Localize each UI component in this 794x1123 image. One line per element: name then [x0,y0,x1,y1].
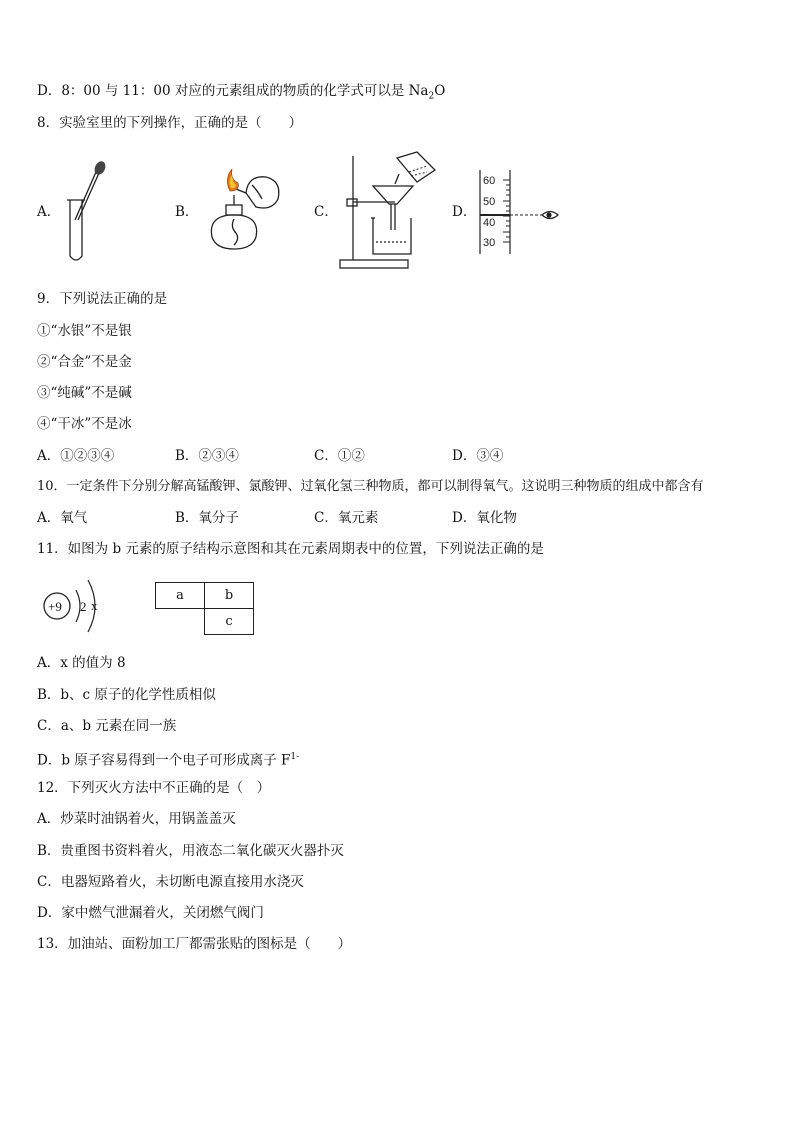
dropper-test-tube-figure [62,158,112,266]
q9-statement-3: ③“纯碱”不是碱 [37,385,132,401]
cell-empty [156,609,205,635]
q12-option-d: D．家中燃气泄漏着火，关闭燃气阀门 [37,905,264,921]
q11-option-d [37,748,299,770]
periodic-table-fragment [155,582,254,635]
q11-option-d-charge: 1- [290,752,300,762]
q11-stem: 11．如图为 b 元素的原子结构示意图和其在元素周期表中的位置，下列说法正确的是 [37,541,544,557]
q11-option-c: C．a、b 元素在同一族 [37,718,177,734]
q10-option-b: B．氧分子 [175,510,239,526]
q10-option-c: C．氧元素 [314,510,379,526]
q11-option-b: B．b、c 原子的化学性质相似 [37,687,216,703]
q10-option-d: D．氧化物 [452,510,517,526]
alcohol-lamp-lighting-figure [200,165,285,260]
cylinder-tick-60: 60 [483,175,496,187]
q9-statement-4: ④“干冰”不是冰 [37,416,132,432]
shell-2-electrons: x [91,598,98,613]
q7-option-d-suffix: O [434,83,446,99]
q12-option-a: A．炒菜时油锅着火，用锅盖盖灭 [37,811,236,827]
q8-option-d-label: D． [452,204,477,220]
q9-option-b: B．②③④ [175,448,239,464]
cylinder-tick-50: 50 [483,196,496,208]
cylinder-tick-40: 40 [483,217,496,229]
q11-option-a: A．x 的值为 8 [37,655,126,671]
q8-option-b-label: B． [175,204,199,220]
q8-option-c-label: C． [314,204,338,220]
q12-option-c: C．电器短路着火，未切断电源直接用水浇灭 [37,874,304,890]
cell-a: a [156,583,205,609]
filtration-figure [335,150,440,272]
q7-option-d [37,82,445,106]
nucleus-charge: +9 [48,599,62,614]
q7-option-d-subscript: 2 [428,91,435,102]
q7-option-d-text: D．8：00 与 11：00 对应的元素组成的物质的化学式可以是 Na [37,83,429,99]
q11-option-d-text: D．b 原子容易得到一个电子可形成离子 F [37,752,291,769]
q12-option-b: B．贵重图书资料着火，用液态二氧化碳灭火器扑灭 [37,843,344,859]
cell-c: c [205,609,254,635]
q8-stem: 8．实验室里的下列操作，正确的是（ ） [37,115,303,131]
q9-option-a: A．①②③④ [37,448,115,464]
q13-stem: 13．加油站、面粉加工厂都需张贴的图标是（ ） [37,936,352,952]
q12-stem: 12．下列灭火方法中不正确的是（ ） [37,780,271,796]
q9-statement-2: ②“合金”不是金 [37,354,132,370]
q8-option-a-label: A． [37,204,61,220]
atomic-structure-diagram [40,570,115,642]
q10-option-a: A．氧气 [37,510,88,526]
cylinder-tick-30: 30 [483,237,496,249]
q9-option-d: D．③④ [452,448,504,464]
eye-icon [542,212,558,219]
graduated-cylinder-figure [470,168,565,258]
cell-b: b [205,583,254,609]
q9-statement-1: ①“水银”不是银 [37,323,132,339]
q10-stem: 10．一定条件下分别分解高锰酸钾、氯酸钾、过氧化氢三种物质，都可以制得氧气。这说明三种物质的组成中都含有 [37,479,704,494]
q9-option-c: C．①② [314,448,365,464]
q9-stem: 9．下列说法正确的是 [37,291,168,307]
shell-1-electrons: 2 [80,599,87,614]
